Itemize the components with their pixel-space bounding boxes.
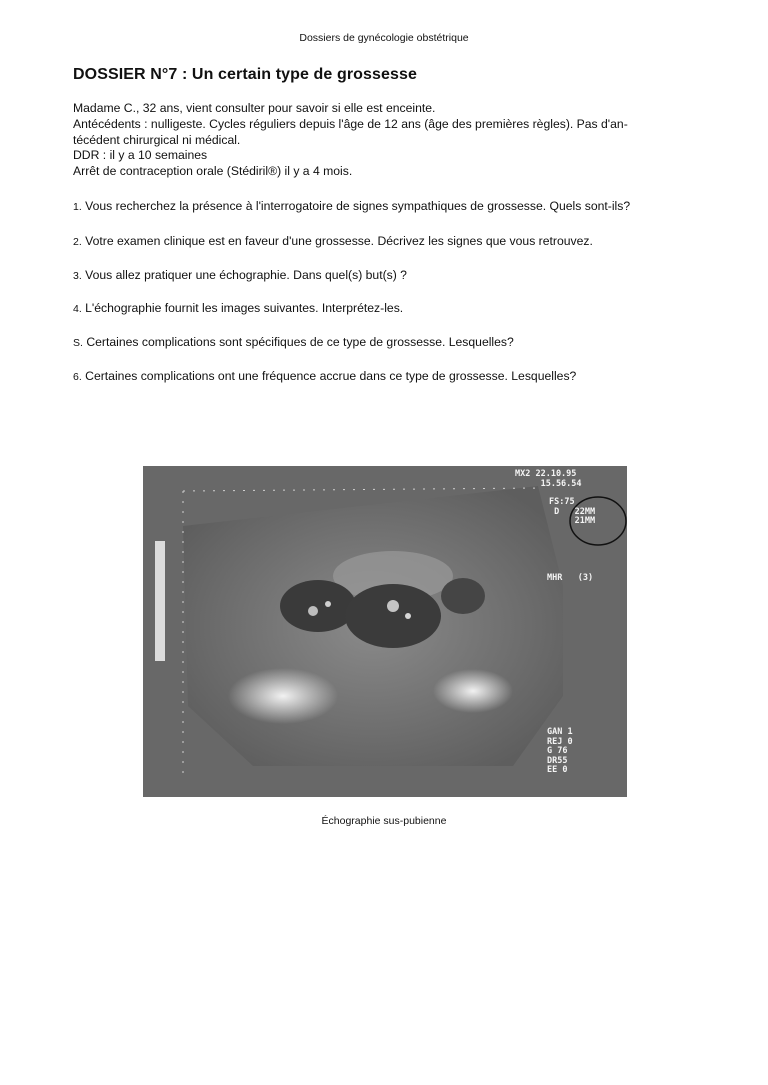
question-1: 1. Vous recherchez la présence à l'interrogatoire de signes sympathiques de grossesse. Quels sont-ils? [73, 199, 631, 213]
page-header: Dossiers de gynécologie obstétrique [299, 32, 469, 44]
mhr-overlay: MHR (3) [547, 573, 594, 583]
ultrasound-image [143, 466, 627, 797]
question-3: 3. Vous allez pratiquer une échographie. Dans quel(s) but(s) ? [73, 268, 407, 282]
intro-line: Arrêt de contraception orale (Stédiril®) il y a 4 mois. [73, 164, 353, 179]
intro-line: Antécédents : nulligeste. Cycles réguliers depuis l'âge de 12 ans (âge des premières règles). Pas d'an- [73, 116, 628, 131]
question-2: 2. Votre examen clinique est en faveur d'une grossesse. Décrivez les signes que vous retrouvez. [73, 234, 593, 248]
dossier-title: DOSSIER N°7 : Un certain type de grossesse [73, 66, 418, 83]
figure-caption: Échographie sus-pubienne [321, 815, 447, 827]
intro-line: Madame C., 32 ans, vient consulter pour savoir si elle est enceinte. [73, 101, 436, 115]
date-time-overlay: MX2 22.10.95 15.56.54 [515, 469, 582, 489]
intro-line: DDR : il y a 10 semaines [73, 148, 208, 163]
measurement-overlay: FS:75 D 22MM 21MM [549, 497, 596, 526]
question-4: 4. L'échographie fournit les images suivantes. Interprétez-les. [73, 301, 404, 315]
case-intro [73, 101, 713, 180]
question-6: 6. Certaines complications ont une fréquence accrue dans ce type de grossesse. Lesquelles? [73, 369, 577, 383]
intro-line: técédent chirurgical ni médical. [73, 132, 241, 147]
settings-overlay: GAN 1 REJ 0 G 76 DR55 EE 0 [547, 727, 573, 775]
question-5: S. Certaines complications sont spécifiques de ce type de grossesse. Lesquelles? [73, 335, 514, 349]
